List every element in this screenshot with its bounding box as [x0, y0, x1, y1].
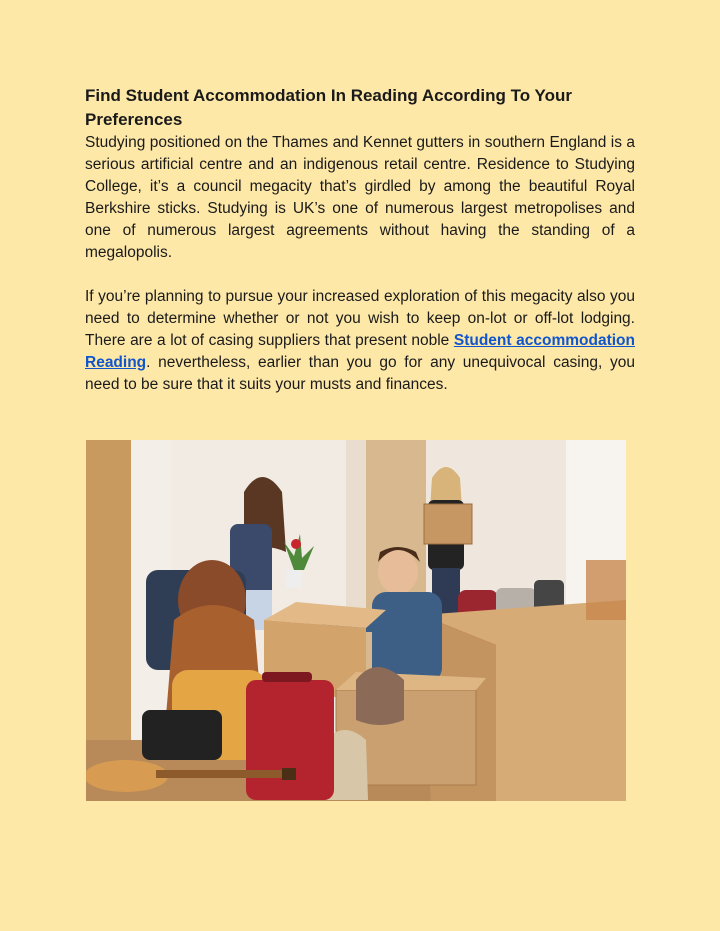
paragraph-text-after-link: . nevertheless, earlier than you go for any unequivocal casing, you need to be sure that it suits your musts and finances.	[85, 354, 635, 393]
paragraph-intro: Studying positioned on the Thames and Kennet gutters in southern England is a serious artificial centre and an indigenous retail centre. Residence to Studying College, it’s a council megacity that’s girdled by among the beautiful Royal Berkshire sticks. Studying is UK’s one of numerous largest metropolises and one of numerous largest agreements without having the standing of a megalopolis.	[85, 134, 635, 261]
paragraph-accommodation	[85, 286, 635, 396]
document-body	[85, 84, 635, 396]
student-accommodation-link[interactable]: Student accommodation Reading	[85, 332, 635, 371]
students-moving-photo	[86, 440, 626, 801]
paragraph-text-before-link: If you’re planning to pursue your increased exploration of this megacity also you need to determine whether or not you wish to keep on-lot or off-lot lodging. There are a lot of casing suppliers that present noble	[85, 288, 635, 349]
article-title: Find Student Accommodation In Reading According To Your Preferences	[85, 86, 573, 129]
